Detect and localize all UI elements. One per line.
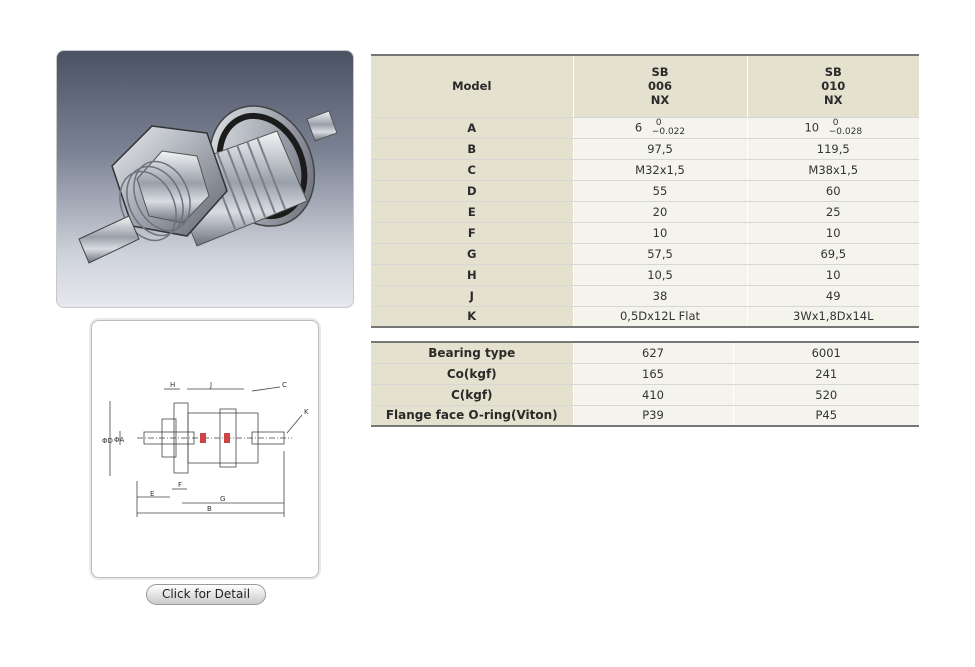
dim-label-c: C xyxy=(282,381,287,389)
row-label: Bearing type xyxy=(371,342,573,363)
table-row xyxy=(371,264,919,285)
table-header-row xyxy=(371,55,919,117)
tolerance-upper: 0 xyxy=(832,117,839,128)
row-label: H xyxy=(371,264,573,285)
row-label: K xyxy=(371,306,573,327)
row-label: G xyxy=(371,243,573,264)
model-header-sb010nx xyxy=(747,55,919,117)
model-line: NX xyxy=(650,93,670,108)
table-row xyxy=(371,159,919,180)
cell-value: 57,5 xyxy=(573,243,747,264)
row-label: B xyxy=(371,138,573,159)
spec-table xyxy=(371,54,919,328)
model-line: SB xyxy=(824,65,842,80)
dim-label-h: H xyxy=(170,381,176,389)
cell-value: 410 xyxy=(573,384,733,405)
cell-value: 6001 xyxy=(733,342,919,363)
row-label: C(kgf) xyxy=(371,384,573,405)
table-row xyxy=(371,222,919,243)
row-label: D xyxy=(371,180,573,201)
cell-value-main: 10 xyxy=(804,120,820,134)
row-label: Co(kgf) xyxy=(371,363,573,384)
tolerance xyxy=(829,119,862,137)
cell-value: 49 xyxy=(747,285,919,306)
tolerance-lower: −0.028 xyxy=(828,126,863,137)
dim-label-k: K xyxy=(304,408,309,416)
table-row xyxy=(371,180,919,201)
cell-value: 10 xyxy=(573,222,747,243)
table-row xyxy=(371,117,919,138)
cell-value: P39 xyxy=(573,405,733,426)
cell-value: 60 xyxy=(747,180,919,201)
table-row xyxy=(371,138,919,159)
dim-label-b: B xyxy=(207,505,212,513)
table-row xyxy=(371,285,919,306)
cell-value-main: 6 xyxy=(634,120,643,134)
row-label: C xyxy=(371,159,573,180)
cell-value: 10,5 xyxy=(573,264,747,285)
technical-drawing[interactable] xyxy=(91,320,319,578)
cell-value xyxy=(747,117,919,138)
dim-label-j: J xyxy=(210,381,213,389)
table-row xyxy=(371,405,919,426)
table-row xyxy=(371,363,919,384)
product-photo xyxy=(56,50,354,308)
cell-value: M32x1,5 xyxy=(573,159,747,180)
cell-value: 69,5 xyxy=(747,243,919,264)
cell-value: 10 xyxy=(747,222,919,243)
cell-value: 241 xyxy=(733,363,919,384)
table-row xyxy=(371,243,919,264)
cell-value: 10 xyxy=(747,264,919,285)
model-line: SB xyxy=(651,65,669,80)
cell-value: M38x1,5 xyxy=(747,159,919,180)
row-label: J xyxy=(371,285,573,306)
dim-label-e: E xyxy=(150,490,155,498)
model-line: NX xyxy=(824,93,843,108)
bearing-table xyxy=(371,341,919,427)
table-row xyxy=(371,384,919,405)
row-label: F xyxy=(371,222,573,243)
cell-value: 38 xyxy=(573,285,747,306)
cell-value: 627 xyxy=(573,342,733,363)
tolerance xyxy=(652,119,685,137)
cell-value: 520 xyxy=(733,384,919,405)
cell-value: P45 xyxy=(733,405,919,426)
row-label: E xyxy=(371,201,573,222)
dim-label-a: ΦA xyxy=(114,436,125,444)
cell-value: 20 xyxy=(573,201,747,222)
model-line: 006 xyxy=(647,79,672,94)
table-row xyxy=(371,306,919,327)
table-row xyxy=(371,201,919,222)
row-label: Flange face O-ring(Viton) xyxy=(371,405,573,426)
tolerance-upper: 0 xyxy=(655,117,662,128)
cell-value: 3Wx1,8Dx14L xyxy=(747,306,919,327)
dimension-drawing xyxy=(92,321,320,579)
cell-value xyxy=(573,117,747,138)
cell-value: 55 xyxy=(573,180,747,201)
cell-value: 97,5 xyxy=(573,138,747,159)
dim-label-d: ΦD xyxy=(102,437,113,445)
cell-value: 0,5Dx12L Flat xyxy=(573,306,747,327)
row-label: A xyxy=(371,117,573,138)
cell-value: 119,5 xyxy=(747,138,919,159)
dim-label-f: F xyxy=(178,481,183,489)
cell-value: 165 xyxy=(573,363,733,384)
rotary-union-image xyxy=(57,51,354,308)
table-row xyxy=(371,342,919,363)
model-header-sb006nx xyxy=(573,55,747,117)
tolerance-lower: −0.022 xyxy=(651,126,686,137)
dim-label-g: G xyxy=(220,495,226,503)
click-for-detail-button[interactable]: Click for Detail xyxy=(146,584,266,605)
model-header: Model xyxy=(371,55,573,117)
model-line: 010 xyxy=(821,79,846,94)
cell-value: 25 xyxy=(747,201,919,222)
